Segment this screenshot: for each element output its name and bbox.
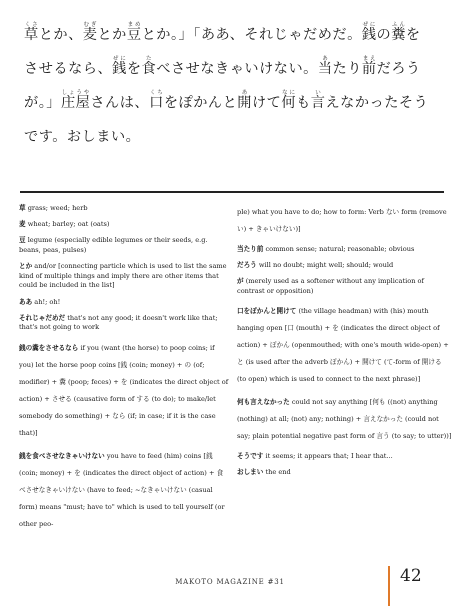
glossary-entry: 草 grass; weed; herb bbox=[19, 204, 88, 212]
kanji-a-2: 開あ bbox=[237, 90, 252, 111]
story-text bbox=[24, 22, 454, 158]
kanji-kuchi: 口くち bbox=[149, 90, 164, 111]
kanji-nani: 何なに bbox=[281, 90, 297, 111]
page-number: 42 bbox=[400, 566, 422, 586]
footer-accent-rule bbox=[388, 566, 390, 606]
section-divider bbox=[20, 191, 444, 193]
kanji-i: 言い bbox=[310, 90, 326, 111]
kanji-kusa: 草くさ bbox=[24, 22, 39, 43]
story-line-1: 草くさとか、麦むぎとか豆まめとか。」「ああ、それじゃだめだ。銭ぜにの糞ふんを bbox=[24, 22, 421, 43]
glossary-entry: 何も言えなかった could not say anything [何も ((not) anything (nothing) at all; (not) any; nothing) + 言えなかった (could not say; plain potential negative past form of 言う (to say; to utter))] bbox=[237, 398, 452, 441]
glossary-entry: 銭を食べさせなきゃいけない you have to feed (him) coins [銭 (coin; money) + を (indicates the direct object of action) + 食べさせなきゃいけない (have to feed; ~なきゃいけない (casual form) means "must; have to" which is used to tell yourself (or other peo- bbox=[19, 452, 225, 529]
kanji-fun: 糞ふん bbox=[391, 22, 406, 43]
kanji-mame: 豆まめ bbox=[126, 22, 142, 43]
glossary-entry: ああ ah!; oh! bbox=[19, 297, 61, 306]
kanji-shouya: 庄屋しょうや bbox=[60, 90, 91, 111]
glossary-entry: 豆 legume (especially edible legumes or their seeds, e.g. beans, peas, pulses) bbox=[19, 236, 208, 254]
magazine-footer-title: MAKOTO MAGAZINE #31 bbox=[175, 578, 285, 586]
glossary-entry: そうです it seems; it appears that; I hear that... bbox=[237, 451, 393, 460]
kanji-zeni-2: 銭ぜに bbox=[112, 56, 127, 77]
glossary-entry: 口をぽかんと開けて (the village headman) with (his) mouth hanging open [口 (mouth) + を (indicates the direct object of action) + ぽかん (openmouthed; with one's mouth wide-open) + と (is used after the adverb ぽかん) + 開けて (て-form of 開ける (to open) which is used to connect to the next phrase)] bbox=[237, 306, 449, 383]
glossary-entry: 当たり前 common sense; natural; reasonable; obvious bbox=[237, 244, 415, 253]
glossary-entry: おしまい the end bbox=[237, 468, 291, 477]
kanji-a: 当あ bbox=[317, 56, 333, 77]
kanji-mugi: 麦むぎ bbox=[82, 22, 98, 43]
glossary-entry: だろう will no doubt; might well; should; would bbox=[237, 260, 394, 269]
kanji-zeni: 銭ぜに bbox=[361, 22, 377, 43]
story-line-2: させるなら、銭ぜにを食たべさせなきゃいけない。当あたり前まえだろう bbox=[24, 56, 421, 77]
glossary-entry: が (merely used as a softener without any implication of contrast or opposition) bbox=[237, 276, 424, 295]
glossary-entry: とか and/or [connecting particle which is used to list the same kind of multiple things and imply there are other items that could be included in the list] bbox=[19, 262, 227, 290]
story-line-3: が。」庄屋しょうやさんは、口くちをぽかんと開あけて何なにも言いえなかったそう bbox=[24, 90, 429, 111]
glossary-entry: 銭の糞をさせるなら if you (want (the horse) to poop coins; if you) let the horse poop coins [銭 (coin; money) + の (of; modifier) + 糞 (poop; feces) + を (indicates the direct object of action) + させる (causative form of する (to do); to make/let somebody do something) + なら (if; in case; if it is the case that)] bbox=[19, 343, 229, 437]
glossary-entry: 麦 wheat; barley; oat (oats) bbox=[19, 220, 110, 229]
glossary-column-left bbox=[19, 204, 229, 540]
kanji-ta: 食た bbox=[141, 56, 157, 77]
glossary-column-right bbox=[237, 204, 452, 484]
glossary-entry: ple) what you have to do; how to form: Verb ない form (remove い) + きゃいけない)] bbox=[237, 208, 447, 233]
glossary-entry: それじゃだめだ that's not any good; it doesn't work like that; that's not going to work bbox=[19, 313, 218, 332]
kanji-mae: 前まえ bbox=[361, 56, 377, 77]
story-line-4: です。おしまい。 bbox=[24, 129, 141, 145]
